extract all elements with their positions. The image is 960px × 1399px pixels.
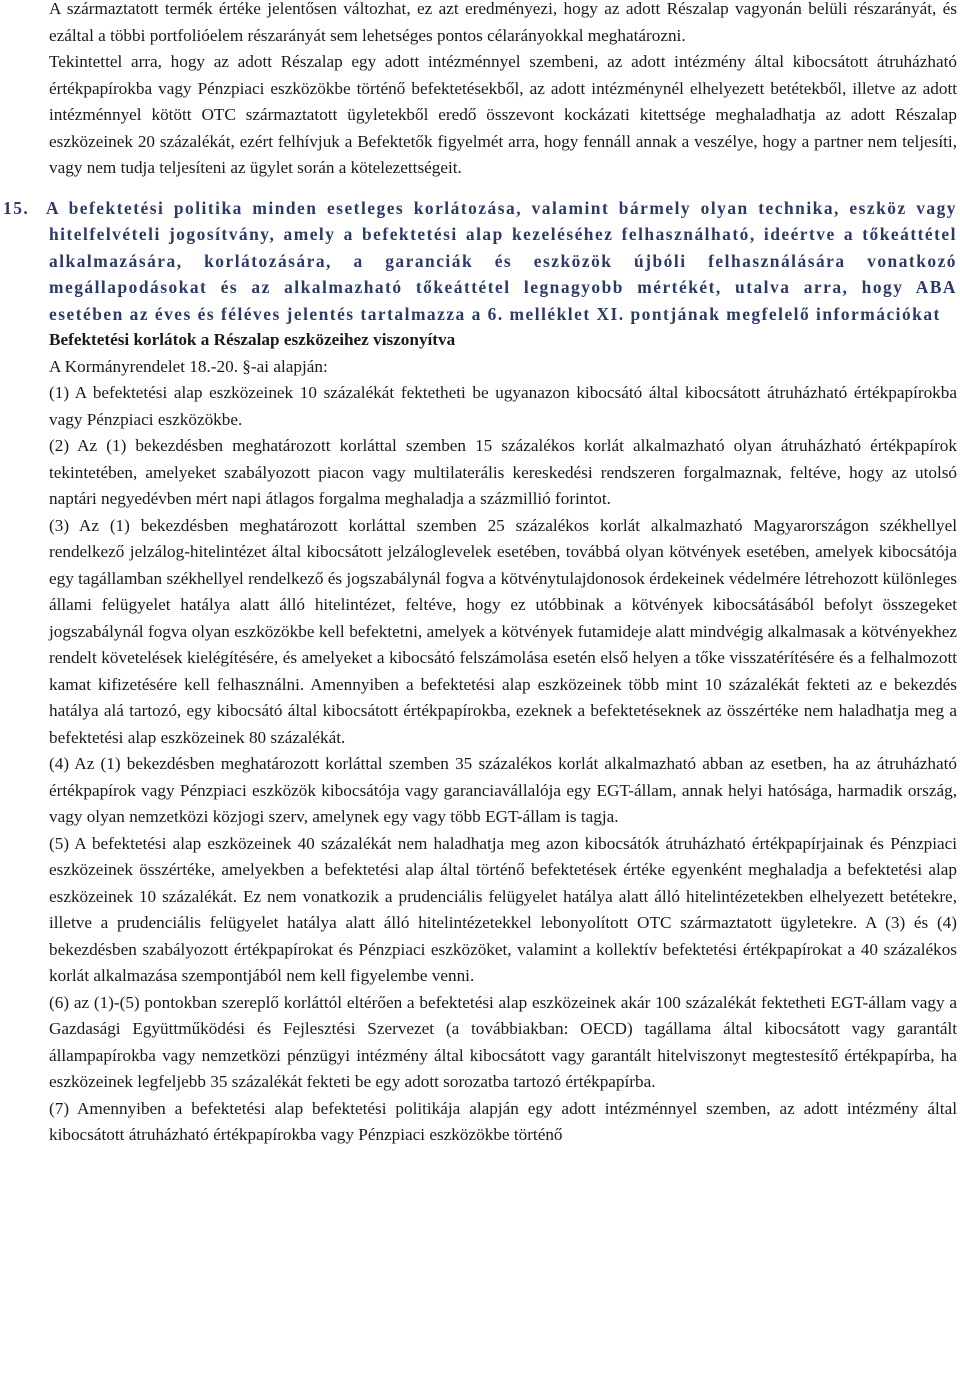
limit-item-3: (3) Az (1) bekezdésben meghatározott korláttal szemben 25 százalékos korlát alkalmazható Magyarországon székhellyel rendelkező jelzálog-hitelintézet által kibocsátott jelzáloglevelek esetében, továbbá olyan kötvények esetében, amelyek kibocsátója egy tagállamban székhellyel rendelkező és jogszabálynál fogva a kötvénytulajdonosok érdekeinek védelmére létrehozott különleges állami felügyelet hatálya alatt álló hitelintézet, feltéve, hogy ez utóbbinak a kötvények kibocsátásából befolyt összegeket jogszabálynál fogva olyan eszközökbe kell befektetni, amelyek a kötvények futamideje alatt mindvégig alkalmasak a kötvényekhez rendelt követelések kielégítésére, és amelyeket a kibocsátó felszámolása esetén első helyen a tőke visszatérítésére és a felhalmozott kamat kifizetésére kell felhasználni. Amennyiben a befektetési alap eszközeinek több mint 10 százalékát fekteti az e bekezdés hatálya alá tartozó, egy kibocsátó által kibocsátott értékpapírokba, ezeknek a befektetéseknek az összértéke nem haladhatja meg a befektetési alap eszközeinek 80 százalékát. (49, 515, 957, 747)
subheading-investment-limits: Befektetési korlátok a Részalap eszközeihez viszonyítva (49, 330, 456, 350)
section-heading (3, 195, 957, 328)
limit-item-4: (4) Az (1) bekezdésben meghatározott korláttal szemben 35 százalékos korlát alkalmazható abban az esetben, ha az átruházható értékpapírok vagy Pénzpiaci eszközök kibocsátója vagy garanciavállalója egy EGT-állam, annak helyi hatósága, harmadik ország, vagy olyan nemzetközi közjogi szerv, amelynek egy vagy több EGT-állam is tagja. (49, 754, 957, 827)
limit-item-7: (7) Amennyiben a befektetési alap befektetési politikája alapján egy adott intézménnyel szemben, az adott intézmény által kibocsátott átruházható értékpapírokba vagy Pénzpiaci eszközökbe történő (49, 1098, 957, 1145)
limit-item-2: (2) Az (1) bekezdésben meghatározott korláttal szemben 15 százalékos korlát alkalmazható olyan átruházható értékpapírok tekintetében, amelyeket szabályozott piacon vagy multilaterális kereskedési rendszeren forgalmaznak, feltéve, hogy az utolsó naptári negyedévben mért napi átlagos forgalma meghaladja a százmillió forintot. (49, 436, 957, 509)
section-title: A befektetési politika minden esetleges korlátozása, valamint bármely olyan technika, eszköz vagy hitelfelvételi jogosítvány, amely a befektetési alap kezeléséhez felhasználható, ideértve a tőkeáttétel alkalmazására, korlátozására, a garanciák és eszközök újbóli felhasználására vonatkozó megállapodásokat és az alkalmazható tőkeáttétel legnagyobb mértékét, utalva arra, hogy ABA esetében az éves és féléves jelentés tartalmazza a 6. melléklet XI. pontjának megfelelő információkat (46, 197, 957, 324)
paragraph-counterparty-risk: Tekintettel arra, hogy az adott Részalap egy adott intézménnyel szembeni, az adott intézmény által kibocsátott átruházható értékpapírokba vagy Pénzpiaci eszközökbe történő befektetésekből, az adott intézménynél elhelyezett betétekből, illetve az adott intézménnyel kötött OTC származtatott ügyletekből eredő összevont kockázati kitettsége meghaladhatja az adott Részalap eszközeinek 20 százalékát, ezért felhívjuk a Befektetők figyelmét arra, hogy fennáll annak a veszélye, hogy a partner nem teljesíti, vagy nem tudja teljesíteni az ügylet során a kötelezettségeit. (49, 52, 957, 177)
limit-item-5: (5) A befektetési alap eszközeinek 40 százalékát nem haladhatja meg azon kibocsátók átruházható értékpapírjainak és Pénzpiaci eszközeinek összértéke, amelyekben a befektetési alap által történő befektetések értéke egyenként meghaladja a befektetési alap eszközeinek 10 százalékát. Ez nem vonatkozik a prudenciális felügyelet hatálya alatt álló hitelintézetekben elhelyezett betétekre, illetve a prudenciális felügyelet hatálya alatt álló hitelintézetekkel lebonyolított OTC származtatott ügyletekre. A (3) és (4) bekezdésben szabályozott értékpapírokat és Pénzpiaci eszközöket, valamint a kollektív befektetési értékpapírokat a 40 százalékos korlát alkalmazása szempontjából nem kell figyelembe venni. (49, 833, 957, 986)
document-page (3, 0, 957, 1149)
section-number: 15. (3, 197, 30, 218)
limit-item-6: (6) az (1)-(5) pontokban szereplő korláttól eltérően a befektetési alap eszközeinek akár 100 százalékát fektetheti EGT-állam vagy a Gazdasági Együttműködési és Fejlesztési Szervezet (a továbbiakban: OECD) tagállama által kibocsátott vagy garantált állampapírokba vagy nemzetközi pénzügyi intézmény által kibocsátott vagy garantált hitelviszonyt megtestesítő értékpapírba, ha eszközeinek legfeljebb 35 százalékát fekteti be egy adott sorozatba tartozó értékpapírba. (49, 992, 957, 1092)
limit-item-1: (1) A befektetési alap eszközeinek 10 százalékát fektetheti be ugyanazon kibocsátó által kibocsátott átruházható értékpapírokba vagy Pénzpiaci eszközökbe. (49, 383, 957, 429)
legal-basis: A Kormányrendelet 18.-20. §-ai alapján: (49, 356, 328, 376)
paragraph-derivative-value: A származtatott termék értéke jelentősen változhat, ez azt eredményezi, hogy az adott Részalap vagyonán belüli részarányát, és ezáltal a többi portfolióelem részarányát sem lehetséges pontos célarányokkal meghatározni. (49, 0, 957, 45)
